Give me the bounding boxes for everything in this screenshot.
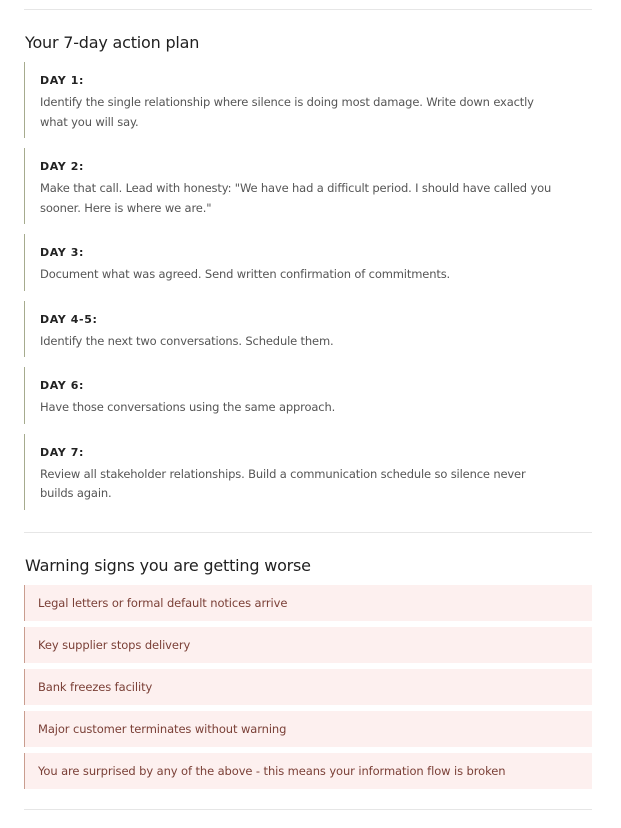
day-text: Document what was agreed. Send written confirmation of commitments. <box>40 267 451 281</box>
day-label: DAY 3: <box>40 246 85 259</box>
warning-signs-title: Warning signs you are getting worse <box>25 556 311 575</box>
warning-item: Key supplier stops delivery <box>24 627 592 663</box>
warning-item: Legal letters or formal default notices arrive <box>24 585 592 621</box>
section-divider <box>24 532 592 533</box>
action-plan-list <box>24 62 592 520</box>
day-label: DAY 1: <box>40 74 85 87</box>
day-text: Identify the single relationship where silence is doing most damage. Write down exactly what you will say. <box>40 95 534 129</box>
day-item-2 <box>24 148 592 224</box>
day-item-6 <box>24 367 592 424</box>
day-item-7 <box>24 434 592 510</box>
day-item-3 <box>24 234 592 291</box>
bottom-divider <box>24 809 592 810</box>
day-text: Have those conversations using the same approach. <box>40 400 336 414</box>
day-label: DAY 6: <box>40 379 85 392</box>
day-text: Review all stakeholder relationships. Build a communication schedule so silence never builds again. <box>40 466 526 500</box>
day-item-4-5 <box>24 301 592 358</box>
warning-signs-list <box>24 585 592 795</box>
warning-item: Major customer terminates without warning <box>24 711 592 747</box>
day-label: DAY 7: <box>40 445 85 459</box>
day-label: DAY 2: <box>40 160 85 173</box>
day-item-1 <box>24 62 592 138</box>
top-divider <box>24 9 592 10</box>
warning-item: Bank freezes facility <box>24 669 592 705</box>
day-text: Make that call. Lead with honesty: "We have had a difficult period. I should have called you sooner. Here is where we are." <box>40 181 552 215</box>
day-text: Identify the next two conversations. Schedule them. <box>40 333 334 348</box>
day-label: DAY 4-5: <box>40 312 98 326</box>
warning-item: You are surprised by any of the above - this means your information flow is broken <box>24 753 592 789</box>
action-plan-title: Your 7-day action plan <box>25 33 200 52</box>
